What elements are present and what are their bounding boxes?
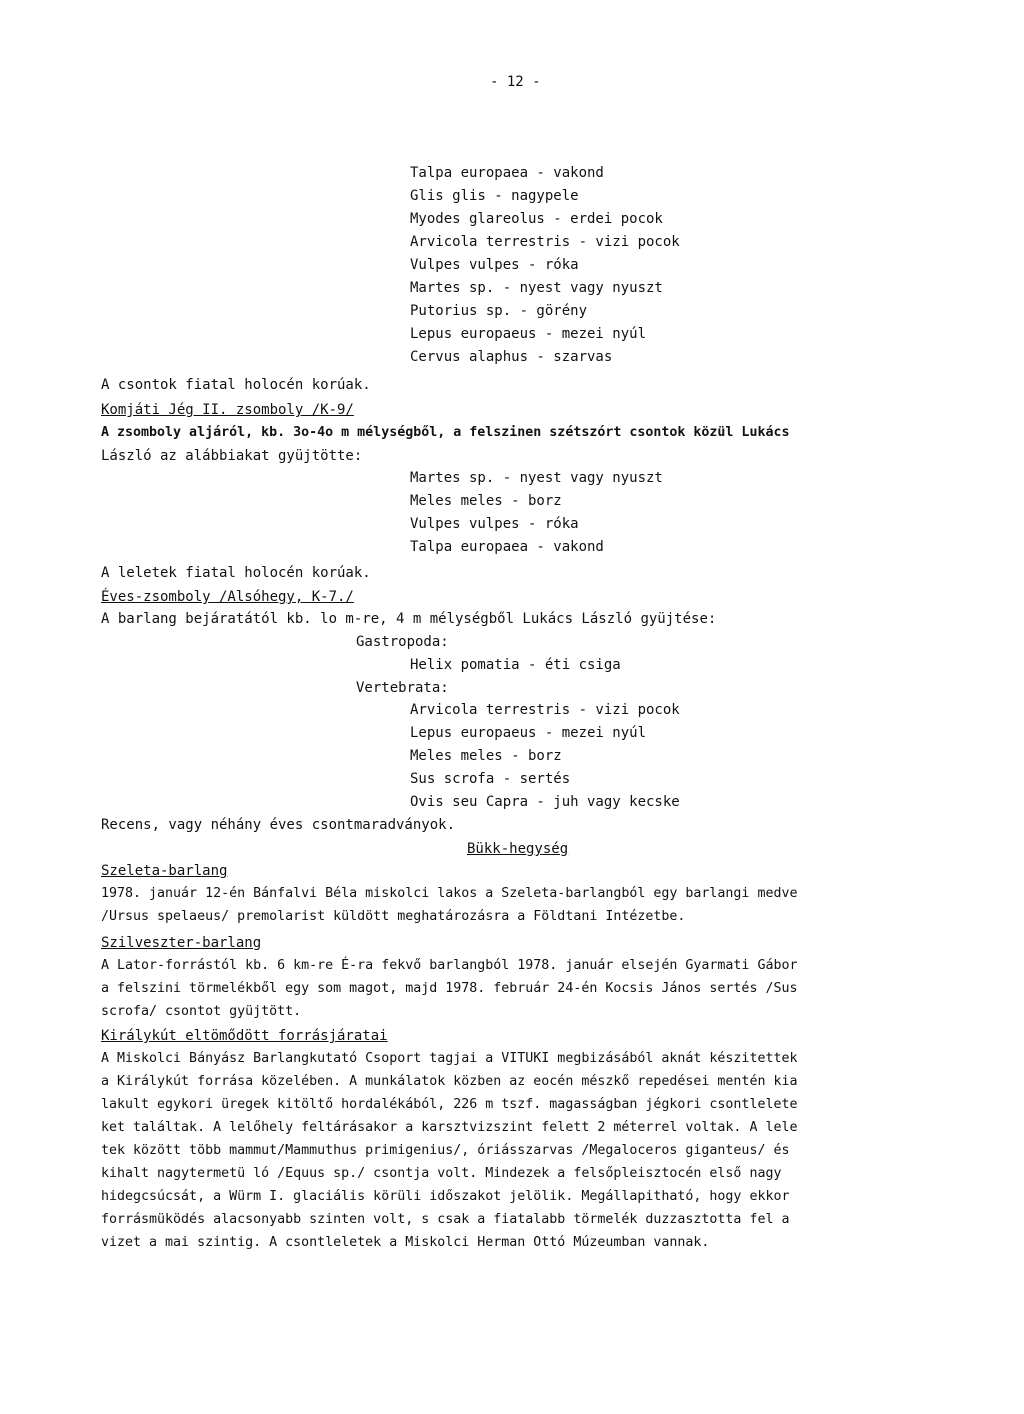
species-item: Myodes glareolus - erdei pocok <box>410 211 663 227</box>
paragraph-line: lakult egykori üregek kitöltő hordalékából, 226 m tszf. magasságban jégkori csontlelete <box>101 1097 798 1112</box>
species-item: Martes sp. - nyest vagy nyuszt <box>410 280 663 296</box>
species-item: Lepus europaeus - mezei nyúl <box>410 725 647 741</box>
paragraph-line: a Királykút forrása közelében. A munkálatok közben az eocén mészkő repedései mentén kia <box>101 1074 798 1089</box>
paragraph-line: A Lator-forrástól kb. 6 km-re É-ra fekvő barlangból 1978. január elsején Gyarmati Gábor <box>101 958 798 973</box>
species-item: Cervus alaphus - szarvas <box>410 349 613 365</box>
species-item: Putorius sp. - görény <box>410 303 588 319</box>
species-item: Vulpes vulpes - róka <box>410 257 579 273</box>
region-heading: Bükk-hegység <box>467 841 569 857</box>
age-note: Recens, vagy néhány éves csontmaradványok. <box>101 817 456 833</box>
species-item: Helix pomatia - éti csiga <box>410 657 621 673</box>
species-item: Arvicola terrestris - vizi pocok <box>410 234 680 250</box>
paragraph-line: a felszini törmelékből egy som magot, majd 1978. február 24-én Kocsis János sertés /Sus <box>101 981 798 996</box>
paragraph-line: A Miskolci Bányász Barlangkutató Csoport tagjai a VITUKI megbizásából aknát készitettek <box>101 1051 798 1066</box>
paragraph-line: ket találtak. A lelőhely feltárásakor a karsztvizszint felett 2 méterrel voltak. A lele <box>101 1120 798 1135</box>
paragraph-line: A barlang bejáratától kb. lo m-re, 4 m mélységből Lukács László gyüjtése: <box>101 611 717 627</box>
species-item: Vulpes vulpes - róka <box>410 516 579 532</box>
species-item: Arvicola terrestris - vizi pocok <box>410 702 680 718</box>
section-heading-szilveszter: Szilveszter-barlang <box>101 935 262 951</box>
paragraph-line: hidegcsúcsát, a Würm I. glaciális körüli időszakot jelölik. Megállapitható, hogy ekkor <box>101 1189 790 1204</box>
section-heading-kiralykut: Királykút eltömődött forrásjáratai <box>101 1028 388 1044</box>
species-item: Sus scrofa - sertés <box>410 771 571 787</box>
paragraph-line: 1978. január 12-én Bánfalvi Béla miskolci lakos a Szeleta-barlangból egy barlangi medve <box>101 886 798 901</box>
section-heading-komjati: Komjáti Jég II. zsomboly /K-9/ <box>101 402 354 418</box>
age-note: A leletek fiatal holocén korúak. <box>101 565 371 581</box>
section-heading-szeleta: Szeleta-barlang <box>101 863 228 879</box>
species-item: Meles meles - borz <box>410 493 562 509</box>
page-number: - 12 - <box>490 74 541 90</box>
paragraph-line: kihalt nagytermetü ló /Equus sp./ csontja volt. Mindezek a felsőpleisztocén első nagy <box>101 1166 782 1181</box>
paragraph-line: vizet a mai szintig. A csontleletek a Miskolci Herman Ottó Múzeumban vannak. <box>101 1235 710 1250</box>
paragraph-line: /Ursus spelaeus/ premolarist küldött meghatározásra a Földtani Intézetbe. <box>101 909 686 924</box>
paragraph-line: tek között több mammut/Mammuthus primigenius/, óriásszarvas /Megaloceros giganteus/ és <box>101 1143 790 1158</box>
species-item: Meles meles - borz <box>410 748 562 764</box>
species-item: Talpa europaea - vakond <box>410 165 604 181</box>
species-item: Martes sp. - nyest vagy nyuszt <box>410 470 663 486</box>
paragraph-line: A zsomboly aljáról, kb. 3o-4o m mélységből, a felszinen szétszórt csontok közül Lukács <box>101 425 790 440</box>
species-item: Talpa europaea - vakond <box>410 539 604 555</box>
age-note: A csontok fiatal holocén korúak. <box>101 377 371 393</box>
group-label-vertebrata: Vertebrata: <box>356 680 449 696</box>
paragraph-line: scrofa/ csontot gyüjtött. <box>101 1004 302 1019</box>
paragraph-line: forrásmüködés alacsonyabb szinten volt, s csak a fiatalabb törmelék duzzasztotta fel a <box>101 1212 790 1227</box>
species-item: Lepus europaeus - mezei nyúl <box>410 326 647 342</box>
species-item: Glis glis - nagypele <box>410 188 579 204</box>
paragraph-line: László az alábbiakat gyüjtötte: <box>101 448 363 464</box>
section-heading-eves: Éves-zsomboly /Alsóhegy, K-7./ <box>101 589 354 605</box>
group-label-gastropoda: Gastropoda: <box>356 634 449 650</box>
species-item: Ovis seu Capra - juh vagy kecske <box>410 794 680 810</box>
